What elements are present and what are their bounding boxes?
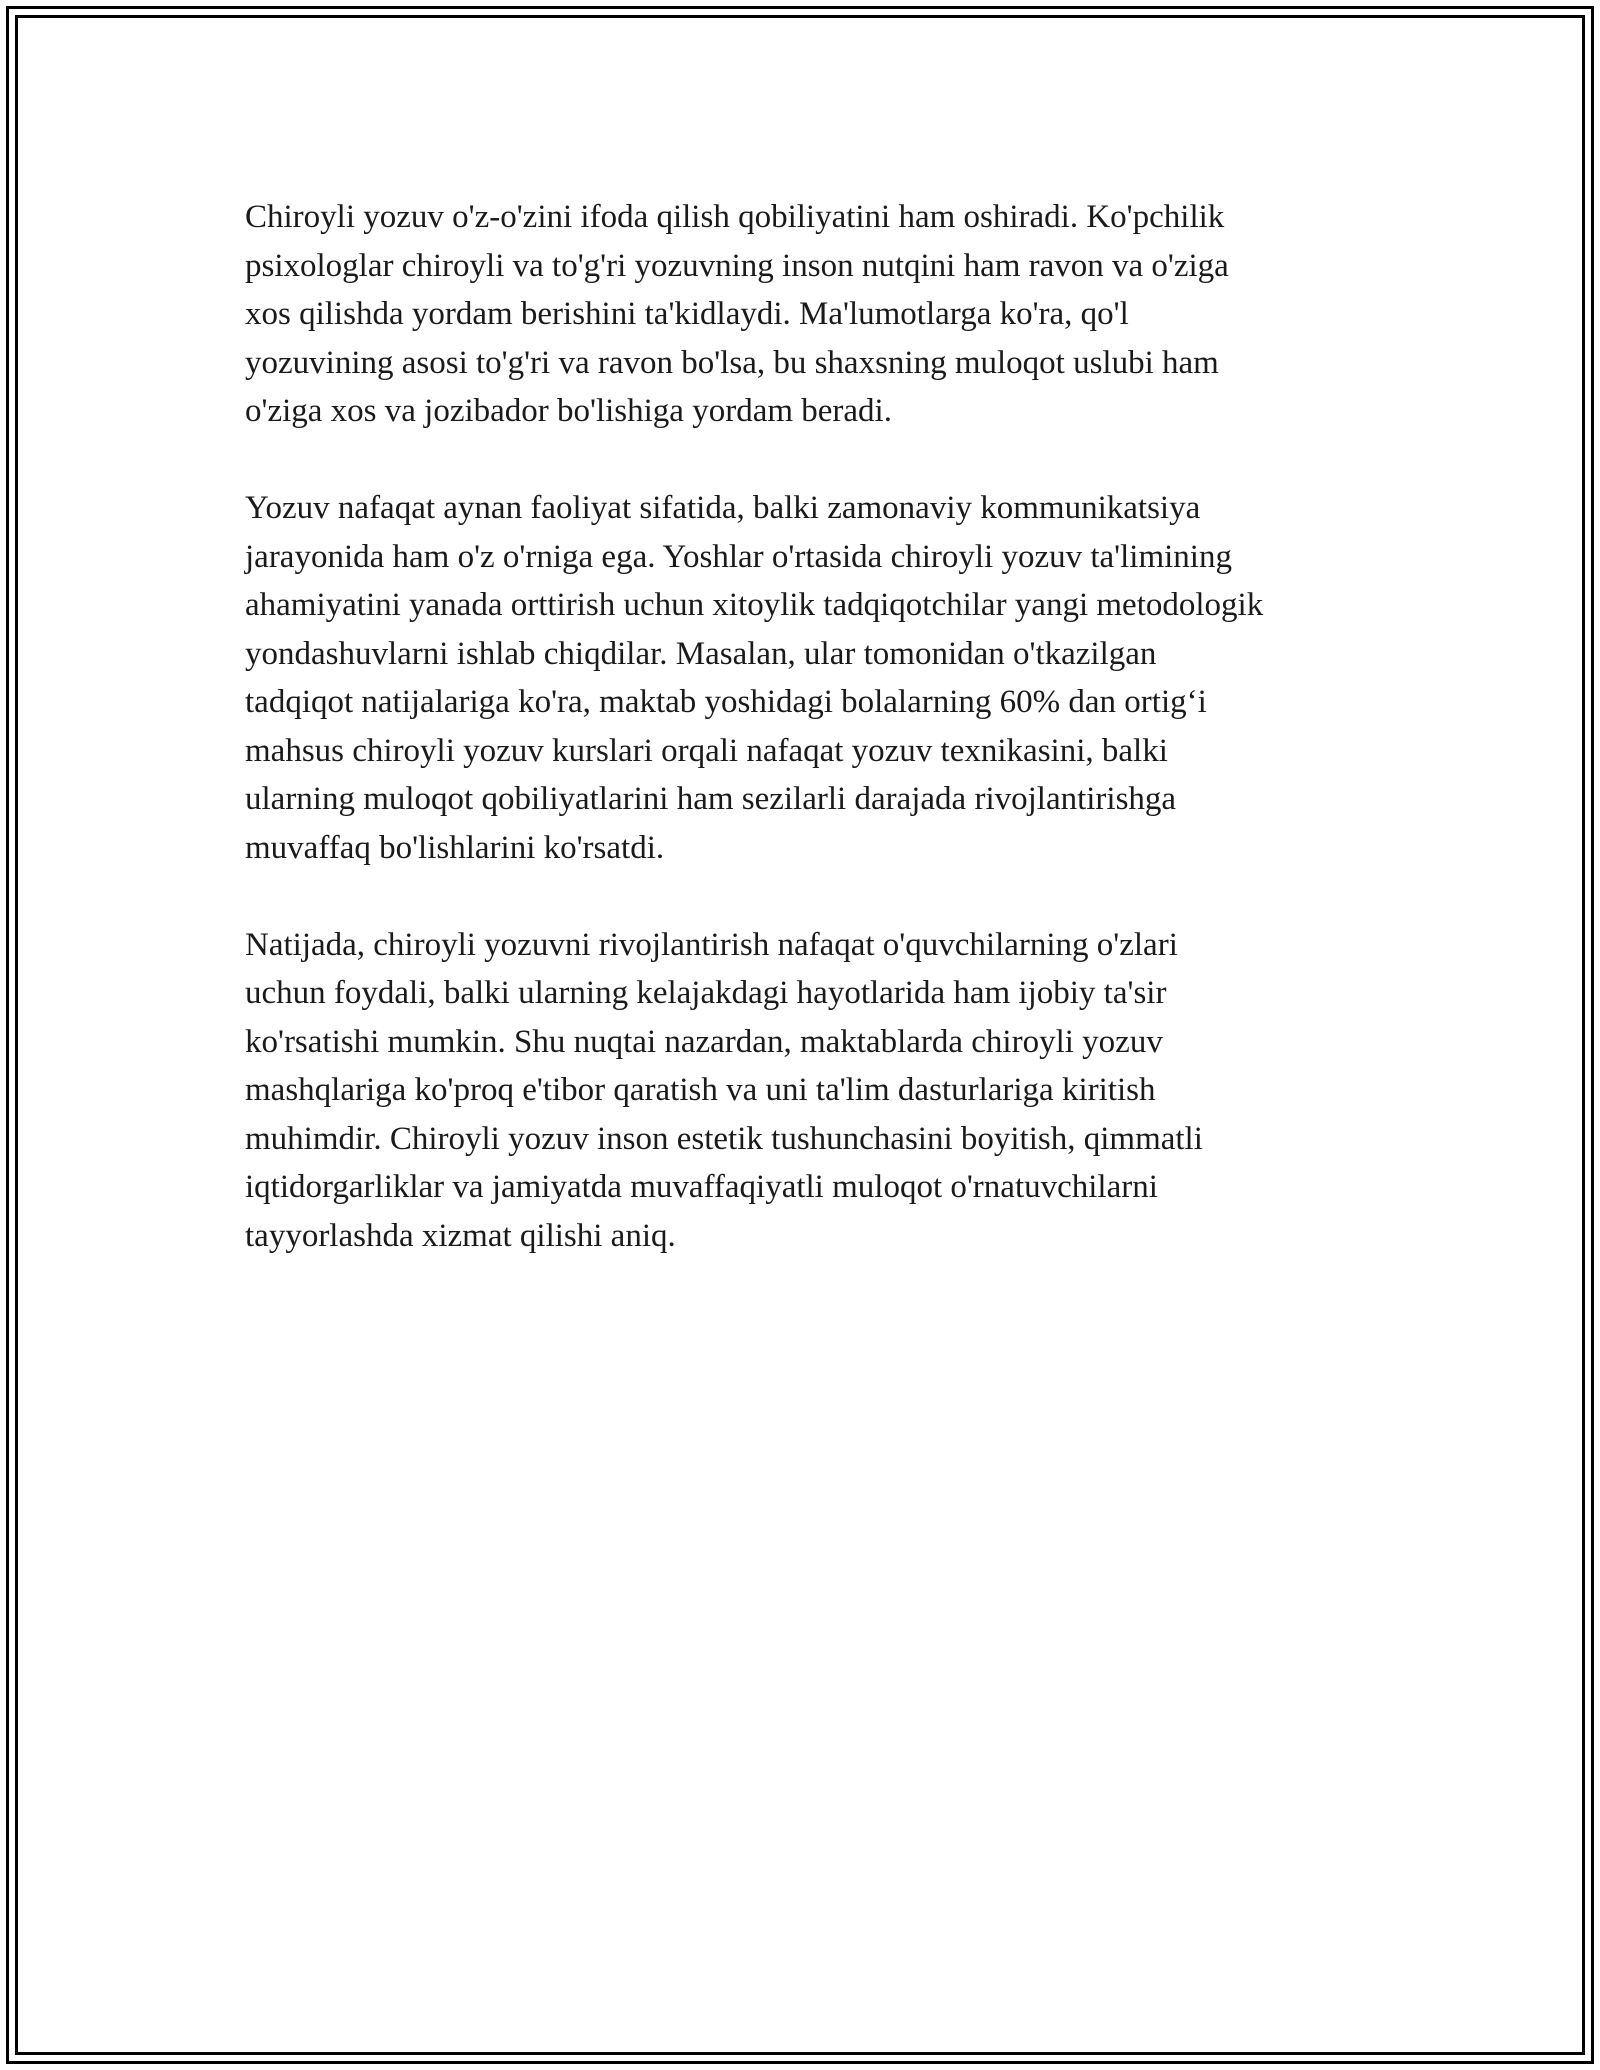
paragraph-1 — [245, 193, 1405, 436]
text-line: yozuvining asosi to'g'ri va ravon bo'lsa, bu shaxsning muloqot uslubi ham — [245, 344, 1219, 381]
text-line: jarayonida ham o'z o'rniga ega. Yoshlar o'rtasida chiroyli yozuv ta'limining — [245, 538, 1232, 575]
paragraph-3 — [245, 921, 1405, 1261]
text-line: tadqiqot natijalariga ko'ra, maktab yoshidagi bolalarning 60% dan ortig‘i — [245, 684, 1207, 720]
text-line: muvaffaq bo'lishlarini ko'rsatdi. — [245, 829, 665, 866]
text-line: ahamiyatini yanada orttirish uchun xitoylik tadqiqotchilar yangi metodologik — [245, 587, 1264, 623]
text-line: Natijada, chiroyli yozuvni rivojlantirish nafaqat o'quvchilarning o'zlari — [245, 926, 1178, 963]
document-body — [245, 193, 1405, 1309]
text-line: uchun foydali, balki ularning kelajakdagi hayotlarida ham ijobiy ta'sir — [245, 975, 1167, 1011]
text-line: mashqlariga ko'proq e'tibor qaratish va uni ta'lim dasturlariga kiritish — [245, 1072, 1156, 1108]
text-line: Chiroyli yozuv o'z-o'zini ifoda qilish qobiliyatini ham oshiradi. Ko'pchilik — [245, 199, 1225, 235]
page-frame — [6, 6, 1594, 2064]
text-line: ko'rsatishi mumkin. Shu nuqtai nazardan, maktablarda chiroyli yozuv — [245, 1023, 1163, 1060]
text-line: muhimdir. Chiroyli yozuv inson estetik tushunchasini boyitish, qimmatli — [245, 1120, 1203, 1157]
text-line: o'ziga xos va jozibador bo'lishiga yordam beradi. — [245, 393, 892, 429]
text-line: psixologlar chiroyli va to'g'ri yozuvning inson nutqini ham ravon va o'ziga — [245, 247, 1229, 284]
text-line: mahsus chiroyli yozuv kurslari orqali nafaqat yozuv texnikasini, balki — [245, 732, 1168, 769]
text-line: tayyorlashda xizmat qilishi aniq. — [245, 1217, 676, 1254]
text-line: Yozuv nafaqat aynan faoliyat sifatida, balki zamonaviy kommunikatsiya — [245, 490, 1201, 526]
text-line: iqtidorgarliklar va jamiyatda muvaffaqiyatli muloqot o'rnatuvchilarni — [245, 1169, 1158, 1205]
text-line: ularning muloqot qobiliyatlarini ham sezilarli darajada rivojlantirishga — [245, 781, 1177, 817]
paragraph-2 — [245, 484, 1405, 872]
text-line: xos qilishda yordam berishini ta'kidlaydi. Ma'lumotlarga ko'ra, qo'l — [245, 296, 1129, 332]
text-line: yondashuvlarni ishlab chiqdilar. Masalan, ular tomonidan o'tkazilgan — [245, 635, 1157, 672]
